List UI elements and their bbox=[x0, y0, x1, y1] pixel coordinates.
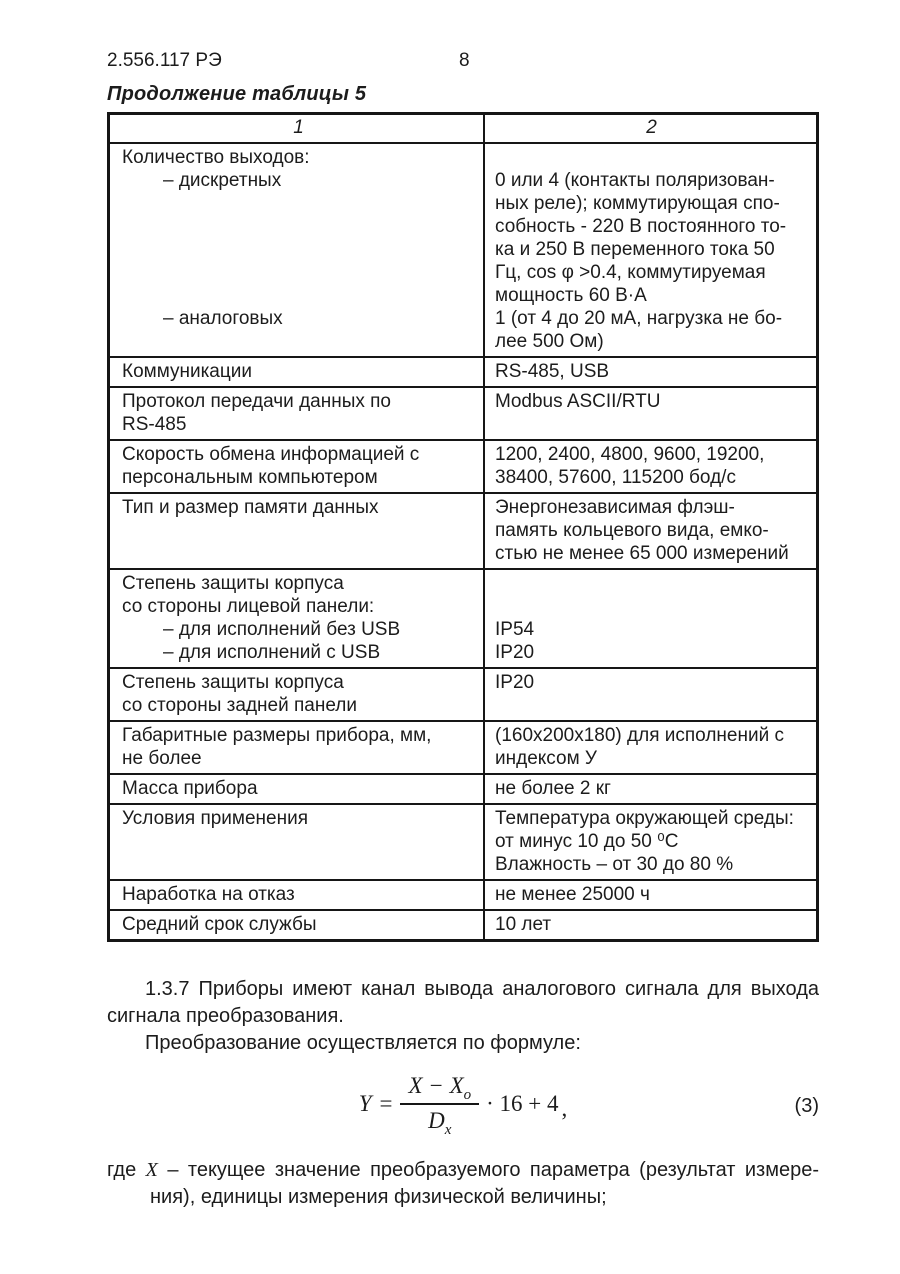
table-cell-parameter bbox=[110, 775, 485, 803]
table-row bbox=[110, 669, 816, 722]
formula-tail: · 16 + 4 bbox=[486, 1090, 559, 1116]
cell-line: Условия применения bbox=[122, 808, 308, 829]
cell-line: Влажность – от 30 до 80 % bbox=[495, 854, 734, 875]
where-line2: ния), единицы измерения физической величины; bbox=[150, 1186, 607, 1208]
cell-line: 10 лет bbox=[495, 914, 552, 935]
equals-sign: = bbox=[379, 1090, 393, 1116]
table-cell-value bbox=[485, 388, 816, 439]
cell-line: 1200, 2400, 4800, 9600, 19200, bbox=[495, 444, 765, 465]
table-body bbox=[110, 144, 816, 939]
document-page bbox=[107, 0, 819, 1211]
cell-line: Наработка на отказ bbox=[122, 884, 295, 905]
doc-code: 2.556.117 РЭ bbox=[107, 50, 222, 71]
paragraph-137-line2: сигнала преобразования. bbox=[107, 1005, 344, 1027]
table-row bbox=[110, 570, 816, 669]
cell-line: RS-485 bbox=[122, 414, 187, 435]
table-cell-parameter bbox=[110, 911, 485, 939]
variable-x: X bbox=[145, 1159, 158, 1181]
table-row bbox=[110, 441, 816, 494]
header-cell-label: 2 bbox=[646, 117, 657, 138]
table-cell-value bbox=[485, 441, 816, 492]
cell-line: 1 (от 4 до 20 мА, нагрузка не бо- bbox=[495, 308, 783, 329]
cell-line: 0 или 4 (контакты поляризован- bbox=[495, 170, 775, 191]
cell-line: Коммуникации bbox=[122, 361, 252, 382]
table-row bbox=[110, 881, 816, 911]
cell-line: ка и 250 В переменного тока 50 bbox=[495, 239, 775, 260]
table-row bbox=[110, 775, 816, 805]
cell-line: Степень защиты корпуса bbox=[122, 672, 344, 693]
cell-line: ных реле); коммутирующая спо- bbox=[495, 193, 780, 214]
cell-line: Скорость обмена информацией с bbox=[122, 444, 420, 465]
where-clause bbox=[107, 1157, 819, 1211]
formula-block bbox=[107, 1073, 819, 1147]
cell-line: со стороны лицевой панели: bbox=[122, 596, 375, 617]
cell-line: персональным компьютером bbox=[122, 467, 378, 488]
cell-line: не более bbox=[122, 748, 202, 769]
cell-line bbox=[122, 215, 475, 238]
cell-line: собность - 220 В постоянного то- bbox=[495, 216, 787, 237]
cell-line: Масса прибора bbox=[122, 778, 258, 799]
table-cell-value bbox=[485, 881, 816, 909]
cell-line bbox=[495, 572, 808, 595]
fraction-numerator: $X - X_о$ bbox=[400, 1073, 479, 1105]
cell-line: мощность 60 В·А bbox=[495, 285, 647, 306]
table-caption: Продолжение таблицы 5 bbox=[107, 83, 367, 105]
cell-line bbox=[122, 238, 475, 261]
table-row bbox=[110, 805, 816, 881]
cell-line: Гц, cos φ >0.4, коммутируемая bbox=[495, 262, 766, 283]
cell-line: лее 500 Ом) bbox=[495, 331, 604, 352]
table-row bbox=[110, 388, 816, 441]
table-row bbox=[110, 494, 816, 570]
formula-intro: Преобразование осуществляется по формуле: bbox=[145, 1032, 581, 1054]
cell-line bbox=[495, 146, 808, 169]
header-cell-label: 1 bbox=[293, 117, 304, 138]
table-header-col2 bbox=[485, 115, 816, 142]
cell-line: RS-485, USB bbox=[495, 361, 610, 382]
table-cell-parameter bbox=[110, 805, 485, 879]
table-cell-value bbox=[485, 358, 816, 386]
cell-line bbox=[122, 192, 475, 215]
cell-line: Габаритные размеры прибора, мм, bbox=[122, 725, 432, 746]
fraction-denominator: $D_х$ bbox=[428, 1108, 452, 1138]
table-cell-parameter bbox=[110, 669, 485, 720]
page-header bbox=[107, 50, 819, 74]
table-cell-parameter bbox=[110, 494, 485, 568]
table-cell-value bbox=[485, 911, 816, 939]
cell-line: – дискретных bbox=[163, 170, 282, 191]
cell-line: Энергонезависимая флэш- bbox=[495, 497, 735, 518]
cell-line: со стороны задней панели bbox=[122, 695, 357, 716]
table-cell-value bbox=[485, 722, 816, 773]
spec-table bbox=[107, 112, 819, 942]
table-cell-value bbox=[485, 570, 816, 667]
table-cell-value bbox=[485, 494, 816, 568]
table-header-row bbox=[110, 115, 816, 144]
cell-line: – аналоговых bbox=[163, 308, 283, 329]
cell-line: от минус 10 до 50 ⁰С bbox=[495, 831, 679, 852]
cell-line: – для исполнений без USB bbox=[163, 619, 401, 640]
table-cell-parameter bbox=[110, 358, 485, 386]
table-cell-value bbox=[485, 669, 816, 720]
section-1-3-7 bbox=[107, 976, 819, 1211]
cell-line: индексом У bbox=[495, 748, 597, 769]
cell-line: IP20 bbox=[495, 642, 535, 663]
cell-line: память кольцевого вида, емко- bbox=[495, 520, 769, 541]
cell-line: не более 2 кг bbox=[495, 778, 611, 799]
cell-line: (160х200х180) для исполнений с bbox=[495, 725, 784, 746]
cell-line bbox=[495, 595, 808, 618]
equation-number: (3) bbox=[794, 1095, 819, 1117]
formula-lhs: Y bbox=[358, 1090, 372, 1116]
cell-line: не менее 25000 ч bbox=[495, 884, 650, 905]
formula bbox=[107, 1073, 819, 1138]
page-number: 8 bbox=[459, 50, 470, 71]
table-row bbox=[110, 144, 816, 358]
fraction bbox=[400, 1073, 479, 1138]
paragraph-137-line1: 1.3.7 Приборы имеют канал вывода аналогового сигнала для выхода bbox=[145, 978, 819, 1000]
where-line1: где X – текущее значение преобразуемого параметра (результат измере- bbox=[107, 1159, 819, 1181]
cell-line bbox=[122, 261, 475, 284]
cell-line: IP54 bbox=[495, 619, 535, 640]
table-cell-value bbox=[485, 805, 816, 879]
table-cell-parameter bbox=[110, 722, 485, 773]
cell-line: Modbus ASCII/RTU bbox=[495, 391, 661, 412]
cell-line: – для исполнений с USB bbox=[163, 642, 381, 663]
cell-line: IP20 bbox=[495, 672, 535, 693]
table-header-col1 bbox=[110, 115, 485, 142]
table-row bbox=[110, 722, 816, 775]
cell-line: 38400, 57600, 115200 бод/с bbox=[495, 467, 736, 488]
cell-line bbox=[122, 284, 475, 307]
formula-comma: , bbox=[561, 1095, 568, 1121]
cell-line: Тип и размер памяти данных bbox=[122, 497, 379, 518]
cell-line: Степень защиты корпуса bbox=[122, 573, 344, 594]
table-cell-parameter bbox=[110, 441, 485, 492]
cell-line: Средний срок службы bbox=[122, 914, 317, 935]
cell-line: стью не менее 65 000 измерений bbox=[495, 543, 789, 564]
cell-line: Протокол передачи данных по bbox=[122, 391, 391, 412]
table-cell-parameter bbox=[110, 388, 485, 439]
table-row bbox=[110, 358, 816, 388]
table-cell-value bbox=[485, 775, 816, 803]
cell-line: Температура окружающей среды: bbox=[495, 808, 794, 829]
cell-line: Количество выходов: bbox=[122, 147, 310, 168]
table-cell-parameter bbox=[110, 881, 485, 909]
table-cell-parameter bbox=[110, 570, 485, 667]
table-cell-parameter bbox=[110, 144, 485, 356]
table-row bbox=[110, 911, 816, 939]
table-cell-value bbox=[485, 144, 816, 356]
